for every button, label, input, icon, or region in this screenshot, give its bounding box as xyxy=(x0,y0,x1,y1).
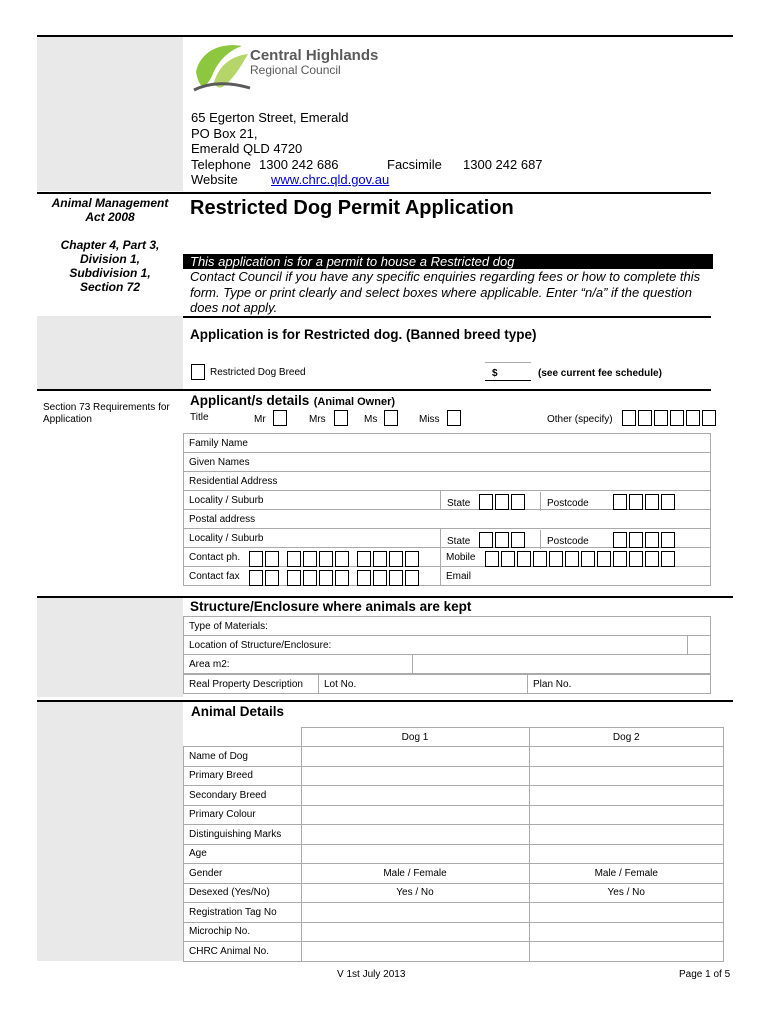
char-box[interactable] xyxy=(565,551,579,567)
locality-label: Locality / Suburb xyxy=(189,494,264,506)
dog1-value[interactable] xyxy=(301,747,529,767)
chapter-line3: Subdivision 1, xyxy=(69,266,151,280)
dog2-value[interactable] xyxy=(529,747,724,767)
title-mr-checkbox[interactable] xyxy=(273,410,287,426)
dog2-header: Dog 2 xyxy=(529,728,724,747)
telephone-value: 1300 242 686 xyxy=(259,156,339,172)
char-box[interactable] xyxy=(405,570,419,586)
dog1-value[interactable] xyxy=(301,766,529,786)
lot-label: Lot No. xyxy=(324,678,357,690)
postcode-boxes[interactable] xyxy=(613,494,677,510)
char-box[interactable] xyxy=(303,551,317,567)
char-box[interactable] xyxy=(549,551,563,567)
animal-heading: Animal Details xyxy=(191,704,285,719)
family-name-field[interactable] xyxy=(184,434,711,453)
char-box[interactable] xyxy=(319,551,333,567)
char-box[interactable] xyxy=(702,410,716,426)
dog2-value[interactable] xyxy=(529,825,724,845)
char-box[interactable] xyxy=(501,551,515,567)
council-name-line2: Regional Council xyxy=(250,63,341,77)
area-value-cell[interactable] xyxy=(413,655,711,674)
animal-row xyxy=(184,805,724,825)
fee-dollar: $ xyxy=(492,368,498,379)
fee-input[interactable] xyxy=(485,380,531,381)
act-reference xyxy=(40,196,180,224)
title-other-label: Other (specify) xyxy=(547,414,613,425)
email-label: Email xyxy=(446,570,472,582)
char-box[interactable] xyxy=(613,532,627,548)
char-box[interactable] xyxy=(357,570,371,586)
family-name-label: Family Name xyxy=(189,437,248,449)
telephone-label: Telephone xyxy=(191,156,251,172)
char-box[interactable] xyxy=(645,551,659,567)
char-box[interactable] xyxy=(287,570,301,586)
char-box[interactable] xyxy=(485,551,499,567)
char-box[interactable] xyxy=(645,494,659,510)
char-box[interactable] xyxy=(249,551,263,567)
dog2-value[interactable] xyxy=(529,786,724,806)
char-box[interactable] xyxy=(357,551,371,567)
animal-row-label: CHRC Animal No. xyxy=(184,942,302,962)
locality2-field[interactable] xyxy=(184,529,441,548)
plan-label: Plan No. xyxy=(533,678,572,690)
area-field[interactable] xyxy=(184,655,413,674)
location-label: Location of Structure/Enclosure: xyxy=(189,639,332,651)
char-box[interactable] xyxy=(581,551,595,567)
dog1-header: Dog 1 xyxy=(301,728,529,747)
char-box[interactable] xyxy=(319,570,333,586)
residential-address-field[interactable] xyxy=(184,472,711,491)
title-ms-checkbox[interactable] xyxy=(384,410,398,426)
dog1-value[interactable] xyxy=(301,942,529,962)
animal-row xyxy=(184,825,724,845)
animal-row xyxy=(184,942,724,962)
char-box[interactable] xyxy=(670,410,684,426)
char-box[interactable] xyxy=(629,532,643,548)
footer-version: V 1st July 2013 xyxy=(337,969,406,980)
applicant-heading xyxy=(190,392,395,410)
char-box[interactable] xyxy=(373,570,387,586)
char-box[interactable] xyxy=(629,494,643,510)
lot-field[interactable] xyxy=(319,675,528,694)
dog1-value[interactable] xyxy=(301,825,529,845)
char-box[interactable] xyxy=(249,570,263,586)
sidebar-shade-mid xyxy=(37,316,183,389)
plan-field[interactable] xyxy=(528,675,711,694)
given-names-field[interactable] xyxy=(184,453,711,472)
postal-address-field[interactable] xyxy=(184,510,711,529)
char-box[interactable] xyxy=(645,532,659,548)
application-heading: Application is for Restricted dog. (Banned breed type) xyxy=(190,327,537,342)
title-miss-label: Miss xyxy=(419,414,440,425)
website-link[interactable]: www.chrc.qld.gov.au xyxy=(271,172,390,187)
char-box[interactable] xyxy=(389,551,403,567)
char-box[interactable] xyxy=(335,570,349,586)
dog1-value[interactable] xyxy=(301,903,529,923)
animal-row-label: Secondary Breed xyxy=(184,786,302,806)
sidebar-shade-animal xyxy=(37,701,183,961)
animal-row xyxy=(184,864,724,884)
state-boxes[interactable] xyxy=(479,494,527,510)
chapter-line1: Chapter 4, Part 3, xyxy=(60,238,160,252)
title-ms-label: Ms xyxy=(364,414,378,425)
char-box[interactable] xyxy=(405,551,419,567)
sidebar-shade-structure xyxy=(37,597,183,697)
act-line2: Act 2008 xyxy=(85,210,135,224)
chapter-line2: Division 1, xyxy=(79,252,141,266)
animal-row xyxy=(184,766,724,786)
char-box[interactable] xyxy=(511,532,525,548)
state2-postcode2-divider xyxy=(540,530,541,549)
char-box[interactable] xyxy=(661,494,675,510)
contact-ph-boxes[interactable] xyxy=(249,551,421,567)
animal-row xyxy=(184,883,724,903)
contact-ph-label: Contact ph. xyxy=(189,551,241,563)
contact-fax-label: Contact fax xyxy=(189,570,240,582)
dog2-value[interactable] xyxy=(529,844,724,864)
animal-row-label: Gender xyxy=(184,864,302,884)
state2-label: State xyxy=(447,536,471,547)
chapter-line4: Section 72 xyxy=(79,280,141,294)
title-miss-checkbox[interactable] xyxy=(447,410,461,426)
char-box[interactable] xyxy=(495,494,509,510)
dog2-value[interactable] xyxy=(529,903,724,923)
facsimile-label: Facsimile xyxy=(387,156,442,172)
title-rule xyxy=(37,192,711,194)
postal-address-label: Postal address xyxy=(189,513,256,525)
area-label: Area m2: xyxy=(189,658,230,670)
address-line2: PO Box 21, xyxy=(191,125,258,141)
structure-rule xyxy=(37,596,733,598)
website-line xyxy=(191,172,543,188)
char-box[interactable] xyxy=(511,494,525,510)
dog2-value[interactable] xyxy=(529,805,724,825)
given-names-label: Given Names xyxy=(189,456,250,468)
footer-page: Page 1 of 5 xyxy=(679,969,731,980)
dog1-value[interactable] xyxy=(301,805,529,825)
animal-row-label: Registration Tag No xyxy=(184,903,302,923)
website-label: Website xyxy=(191,172,238,187)
contact-fax-boxes[interactable] xyxy=(249,570,421,586)
chapter-reference xyxy=(40,238,180,294)
applicant-heading-sub: (Animal Owner) xyxy=(313,396,396,408)
restricted-breed-label: Restricted Dog Breed xyxy=(210,367,306,378)
char-box[interactable] xyxy=(613,494,627,510)
structure-table xyxy=(183,616,711,674)
dog1-value[interactable]: Yes / No xyxy=(301,883,529,903)
restricted-breed-checkbox[interactable] xyxy=(191,364,205,380)
property-table xyxy=(183,674,711,694)
animal-header-blank xyxy=(184,728,302,747)
sidebar-shade-top xyxy=(37,36,183,191)
email-field[interactable] xyxy=(441,567,711,586)
structure-heading: Structure/Enclosure where animals are kept xyxy=(190,599,472,614)
char-box[interactable] xyxy=(661,551,675,567)
title-other-boxes[interactable] xyxy=(622,410,718,426)
residential-address-label: Residential Address xyxy=(189,475,278,487)
fee-note: (see current fee schedule) xyxy=(538,368,662,379)
animal-row-label: Age xyxy=(184,844,302,864)
rpd-label: Real Property Description xyxy=(189,678,303,690)
dog1-value[interactable] xyxy=(301,786,529,806)
postcode2-label: Postcode xyxy=(547,536,589,547)
char-box[interactable] xyxy=(533,551,547,567)
dog2-value[interactable] xyxy=(529,766,724,786)
state-postcode-divider xyxy=(540,492,541,511)
council-logo-icon xyxy=(190,42,252,97)
char-box[interactable] xyxy=(661,532,675,548)
materials-field[interactable] xyxy=(184,617,711,636)
top-rule xyxy=(37,35,733,37)
char-box[interactable] xyxy=(629,551,643,567)
location-field[interactable] xyxy=(184,636,688,655)
dog2-value[interactable] xyxy=(529,942,724,962)
char-box[interactable] xyxy=(613,551,627,567)
location-extra-cell[interactable] xyxy=(687,636,710,655)
dog2-value[interactable] xyxy=(529,922,724,942)
state-label: State xyxy=(447,498,471,509)
title-label: Title xyxy=(190,412,209,423)
facsimile-value: 1300 242 687 xyxy=(463,156,543,172)
animal-row-label: Name of Dog xyxy=(184,747,302,767)
char-box[interactable] xyxy=(622,410,636,426)
council-address xyxy=(191,110,543,188)
address-line1: 65 Egerton Street, Emerald xyxy=(191,110,349,125)
act-line1: Animal Management xyxy=(51,196,169,210)
applicant-heading-main: Applicant/s details xyxy=(190,393,310,408)
char-box[interactable] xyxy=(373,551,387,567)
section73-reference: Section 73 Requirements for Application xyxy=(43,402,170,425)
char-box[interactable] xyxy=(479,494,493,510)
title-mrs-label: Mrs xyxy=(309,414,326,425)
mobile-label: Mobile xyxy=(446,551,476,563)
animal-table xyxy=(183,727,724,962)
char-box[interactable] xyxy=(495,532,509,548)
animal-row xyxy=(184,844,724,864)
mobile-boxes[interactable] xyxy=(485,551,677,567)
council-name-line1: Central Highlands xyxy=(250,47,379,64)
intro-banner: This application is for a permit to house a Restricted dog xyxy=(183,254,713,269)
char-box[interactable] xyxy=(654,410,668,426)
address-line3: Emerald QLD 4720 xyxy=(191,141,303,156)
state2-boxes[interactable] xyxy=(479,532,527,548)
dog2-value[interactable]: Male / Female xyxy=(529,864,724,884)
animal-row xyxy=(184,903,724,923)
title-mr-label: Mr xyxy=(254,414,266,425)
animal-row-label: Desexed (Yes/No) xyxy=(184,883,302,903)
char-box[interactable] xyxy=(303,570,317,586)
char-box[interactable] xyxy=(265,570,279,586)
application-rule xyxy=(183,316,711,318)
page-title: Restricted Dog Permit Application xyxy=(190,197,514,219)
fee-line-top xyxy=(485,362,531,363)
char-box[interactable] xyxy=(335,551,349,567)
char-box[interactable] xyxy=(638,410,652,426)
char-box[interactable] xyxy=(265,551,279,567)
animal-row-label: Distinguishing Marks xyxy=(184,825,302,845)
animal-row-label: Primary Breed xyxy=(184,766,302,786)
char-box[interactable] xyxy=(479,532,493,548)
postcode2-boxes[interactable] xyxy=(613,532,677,548)
animal-row xyxy=(184,747,724,767)
council-name xyxy=(250,47,378,77)
locality2-label: Locality / Suburb xyxy=(189,532,264,544)
dog1-value[interactable] xyxy=(301,844,529,864)
char-box[interactable] xyxy=(686,410,700,426)
char-box[interactable] xyxy=(389,570,403,586)
intro-text: Contact Council if you have any specific enquiries regarding fees or how to complete this form. Type or print clearly and select boxes where applicable. Enter “n/a” if the question does not apply. xyxy=(190,269,701,315)
animal-rule xyxy=(37,700,733,702)
char-box[interactable] xyxy=(287,551,301,567)
dog2-value[interactable]: Yes / No xyxy=(529,883,724,903)
postcode-label: Postcode xyxy=(547,498,589,509)
applicant-rule xyxy=(37,389,711,391)
dog1-value[interactable] xyxy=(301,922,529,942)
materials-label: Type of Materials: xyxy=(189,620,268,632)
animal-row-label: Primary Colour xyxy=(184,805,302,825)
dog1-value[interactable]: Male / Female xyxy=(301,864,529,884)
animal-row xyxy=(184,922,724,942)
rpd-label-cell xyxy=(184,675,319,694)
title-mrs-checkbox[interactable] xyxy=(334,410,348,426)
phone-line xyxy=(191,157,543,173)
char-box[interactable] xyxy=(597,551,611,567)
animal-row-label: Microchip No. xyxy=(184,922,302,942)
locality-field[interactable] xyxy=(184,491,441,510)
char-box[interactable] xyxy=(517,551,531,567)
animal-row xyxy=(184,786,724,806)
